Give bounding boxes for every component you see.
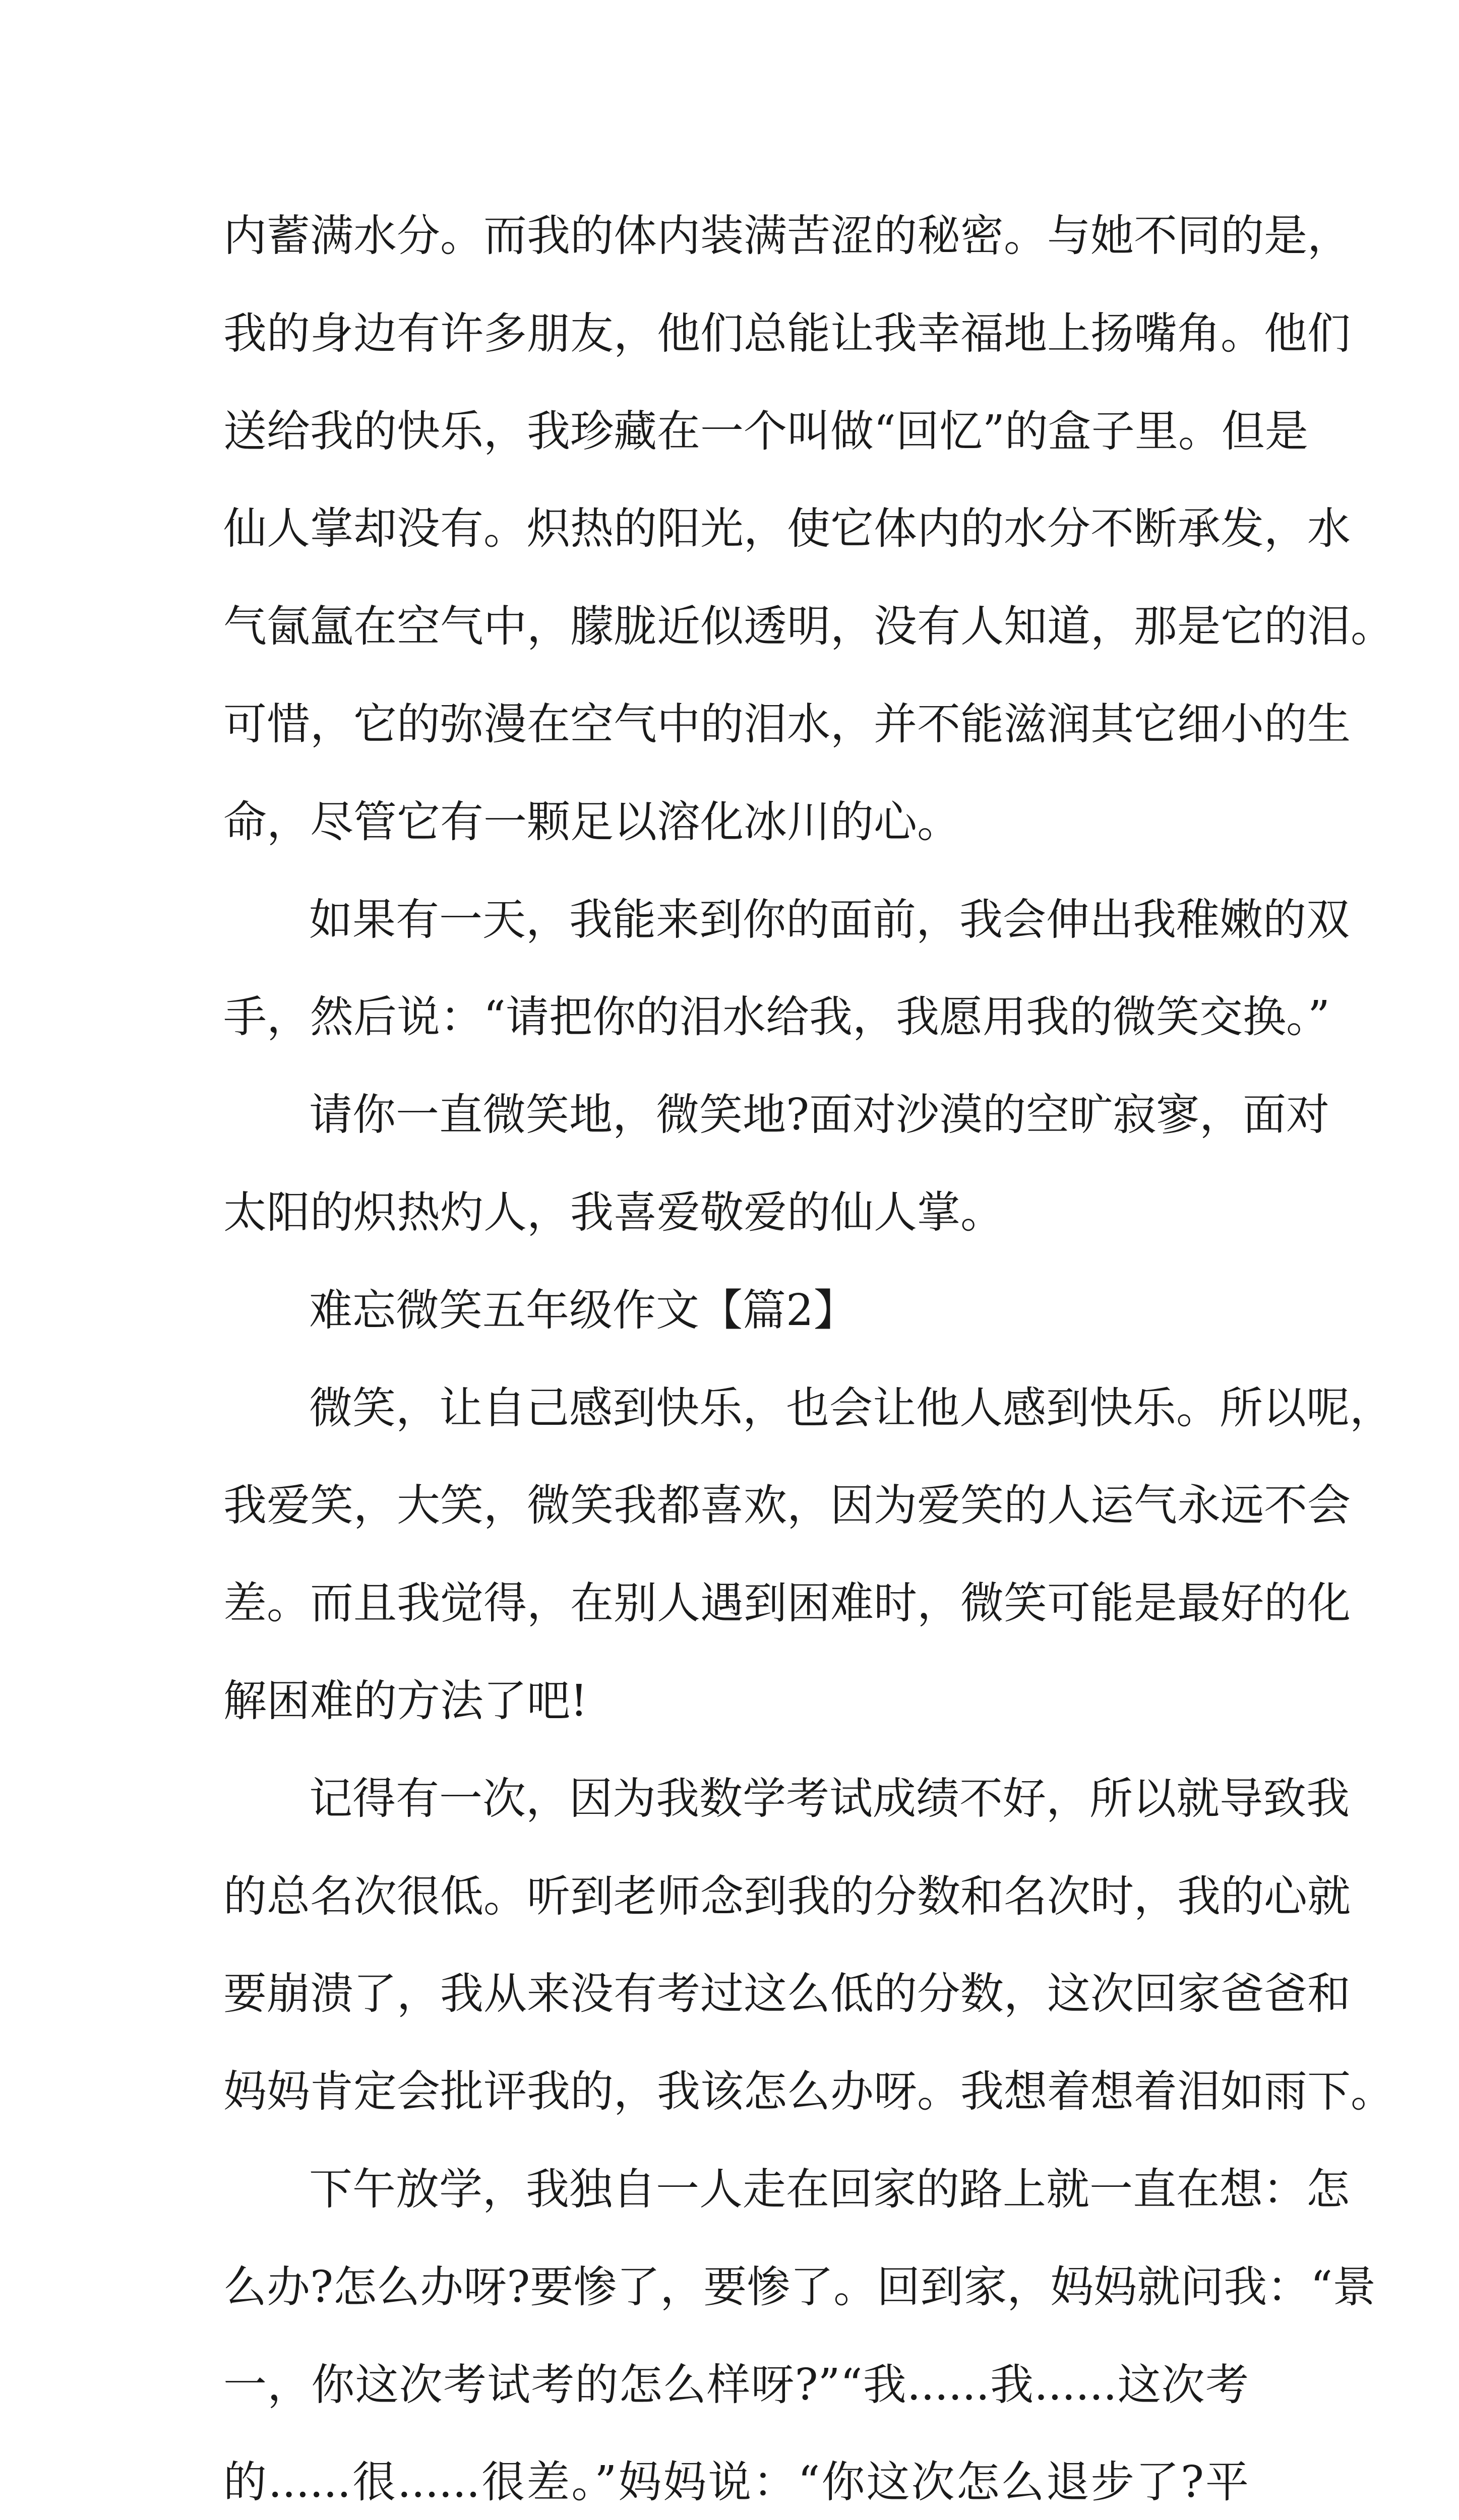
text-line: 我的身边有许多朋友，他们总能让我幸福地上扬嘴角。他们: [223, 308, 1351, 359]
text-line: 仙人掌却没有。炽热的阳光，使它体内的水分不断承发，水: [223, 503, 1351, 554]
text-line: 的......很......很差。”妈妈说：“你这次怎么退步了?平: [223, 2457, 1249, 2508]
section-heading: 难忘微笑五年级作文【篇2】: [309, 1285, 857, 1336]
text-line: 差。而且我觉得，在别人遇到困难时，微笑可能是最好的化: [223, 1578, 1351, 1629]
paragraph-start-line: 下午放学，我独自一人走在回家的路上就一直在想：怎: [309, 2164, 1350, 2215]
text-line: 可惜，它的弥漫在空气中的泪水，并不能滋润其它细小的生: [223, 699, 1351, 749]
text-line: 解困难的方法了吧!: [223, 1675, 588, 1726]
text-line: 气氤氲在空气中，朦胧近似透明，没有人知道，那是它的泪。: [223, 601, 1394, 652]
text-line: 内蓄满水分。而我的体内装满苦涩的秘密。与她不同的是，: [223, 211, 1351, 261]
paragraph-start-line: 微笑，让自己感到快乐，也会让他人感到快乐。所以呢，: [309, 1382, 1393, 1433]
text-line: 要崩溃了，我从来没有考过这么低的分数，这次回家爸爸和: [223, 1969, 1351, 2020]
paragraph-start-line: 请你一直微笑地，微笑地?面对沙漠的空旷寂寥，面对: [309, 1090, 1330, 1141]
text-line: 命，尽管它有一颗足以溶化冰川的心。: [223, 796, 960, 847]
text-line: 太阳的炽热灼人，我喜爱敬爱的仙人掌。: [223, 1187, 1004, 1238]
text-line: 送给我的快乐，我珍藏在一个叫做“回忆”的盒子里。但是: [223, 406, 1308, 457]
text-line: 妈妈肯定会批评我的，我该怎么办呀。我想着想着泪如雨下。: [223, 2066, 1394, 2117]
text-line: 一，你这次考试考的怎么样呀?”“我......我......这次考: [223, 2359, 1249, 2410]
text-line: 我爱笑，大笑，微笑我都喜欢，因为爱笑的人运气永远不会: [223, 1480, 1351, 1531]
text-line: 的总名次很低。听到老师念到我的分数和名次时，我的心就: [223, 1871, 1351, 1922]
paragraph-start-line: 如果有一天，我能来到你的面前，我会伸出我稚嫩的双: [309, 894, 1350, 945]
text-line: 手，然后说：“请把你的泪水给我，我愿用我的微笑交换。”: [223, 992, 1330, 1043]
paragraph-start-line: 记得有一次，因为我数学考试成绩不好，所以就导致我: [309, 1773, 1350, 1824]
essay-body: [223, 187, 1394, 2520]
text-line: 么办?怎么办呀?要惨了，要惨了。回到家，妈妈就问我：“景: [223, 2261, 1376, 2312]
